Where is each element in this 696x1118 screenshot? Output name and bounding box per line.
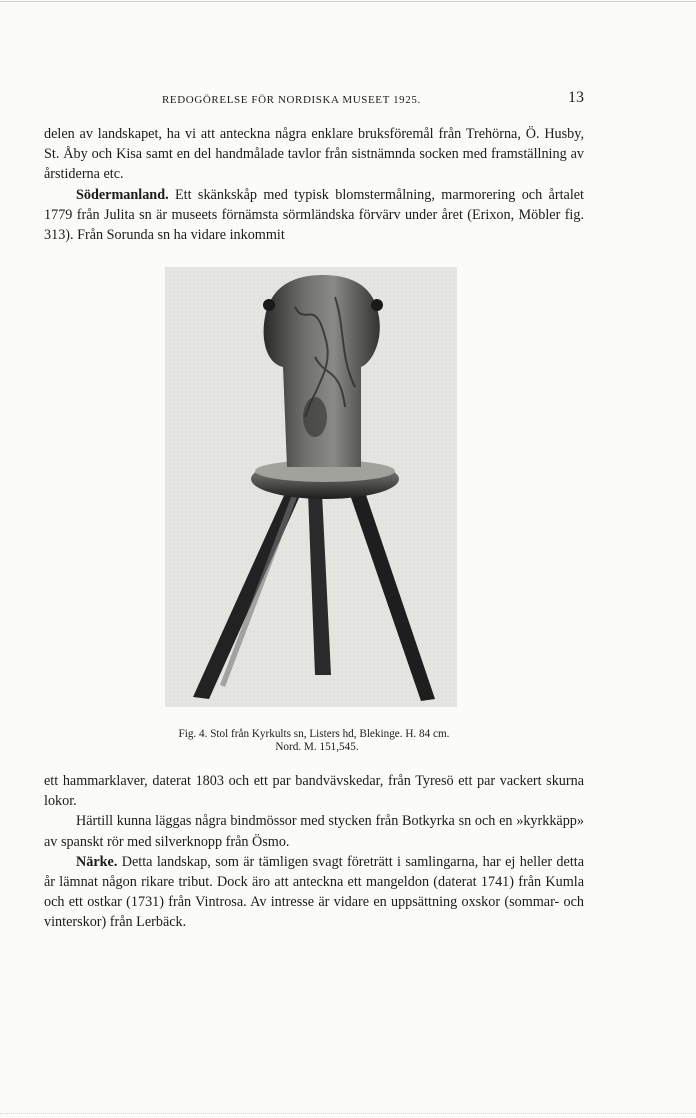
painted-flower-motif bbox=[303, 397, 327, 437]
figure-caption bbox=[44, 728, 584, 754]
page-header bbox=[44, 89, 584, 110]
body-text-top bbox=[44, 124, 584, 245]
page-bottom-edge bbox=[0, 1113, 696, 1114]
chair-knob-left bbox=[263, 299, 275, 311]
paragraph-sodermanland-text: Ett skänkskåp med typisk blomstermålning, marmorering och årtalet 1779 från Julita sn är museets förnämsta sörmländska förvärv under året (Erixon, Möbler fig. 313). Från Sorunda sn ha vidare inkommit bbox=[44, 186, 584, 244]
paragraph-bindmossor: Härtill kunna läggas några bindmössor med stycken från Botkyrka sn och en »kyrkkäpp» av spanskt rör med silverknopp från Ösmo. bbox=[44, 813, 584, 850]
section-lead-sodermanland: Södermanland. bbox=[76, 186, 169, 203]
chair-photograph bbox=[165, 267, 457, 707]
figure-chair-photo bbox=[165, 267, 457, 707]
caption-line-2: Nord. M. 151,545. bbox=[275, 741, 359, 753]
page-number: 13 bbox=[568, 89, 584, 106]
paragraph-narke-text: Detta landskap, som är tämligen svagt företrätt i samlingarna, har ej heller detta år lämnat någon rikare tribut. Dock äro att anteckna ett mangeldon (daterat 1741) från Kumla och ett ostkar (1731) från Vintrosa. Av intresse är vidare en uppsättning oxskor (sommar- och vinterskor) från Lerbäck. bbox=[44, 853, 584, 931]
paragraph-ostergotland-continued: delen av landskapet, ha vi att anteckna några enklare bruksföremål från Trehörna, Ö. Husby, St. Åby och Kisa samt en del handmålade tavlor från sistnämnda socken med framställning av årstiderna etc. bbox=[44, 126, 584, 183]
section-lead-narke: Närke. bbox=[76, 853, 118, 870]
paragraph-sodermanland bbox=[44, 185, 584, 246]
paragraph-sorunda-items: ett hammarklaver, daterat 1803 och ett par bandvävskedar, från Tyresö ett par vackert skurna lokor. bbox=[44, 773, 584, 810]
paragraph-narke bbox=[44, 852, 584, 933]
page-top-edge bbox=[0, 1, 696, 2]
running-title: REDOGÖRELSE FÖR NORDISKA MUSEET 1925. bbox=[162, 94, 421, 106]
caption-line-1: Fig. 4. Stol från Kyrkults sn, Listers hd, Blekinge. H. 84 cm. bbox=[178, 728, 450, 740]
chair-knob-right bbox=[371, 299, 383, 311]
body-text-bottom bbox=[44, 771, 584, 933]
